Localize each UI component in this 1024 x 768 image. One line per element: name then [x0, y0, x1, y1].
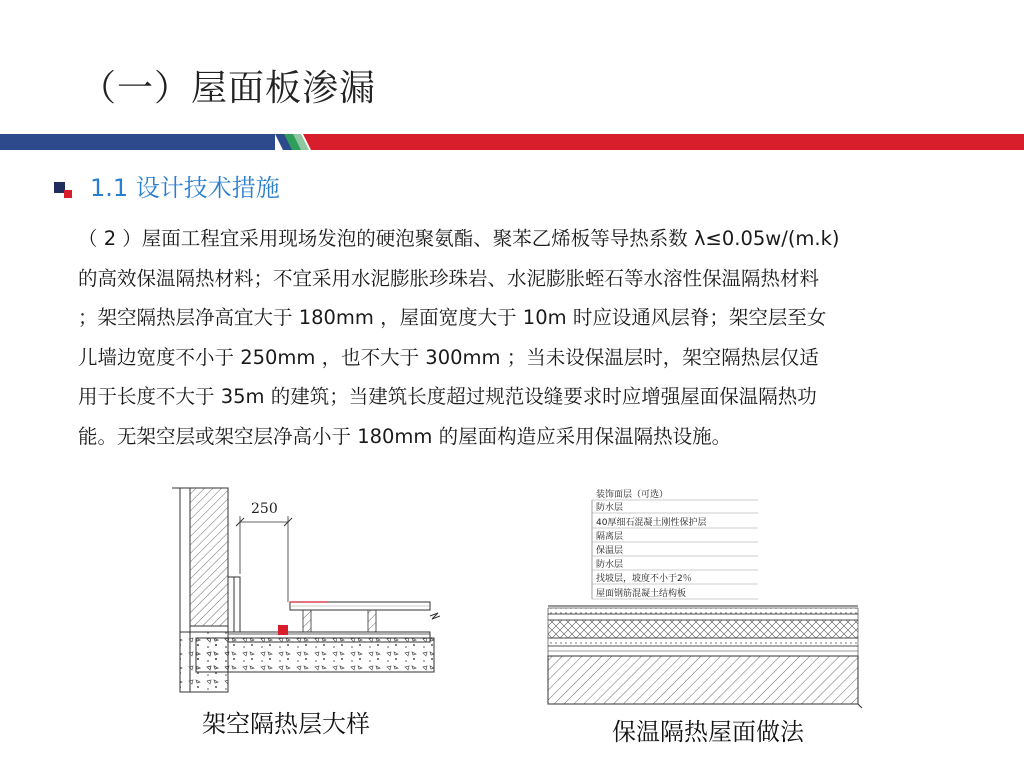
- dimension-label: 250: [251, 501, 278, 517]
- layer-label: 隔离层: [596, 532, 624, 542]
- paragraph-line: 的高效保温隔热材料；不宜采用水泥膨胀珍珠岩、水泥膨胀蛭石等水溶性保温隔热材料: [78, 266, 820, 290]
- paragraph-line: （ 2 ）屋面工程宜采用现场发泡的硬泡聚氨酯、聚苯乙烯板等导热系数 λ≤0.05w/(m.k): [78, 227, 840, 250]
- layer-label: 保温层: [596, 546, 624, 556]
- layer-label: 找坡层，坡度不小于2％: [596, 574, 692, 584]
- layer-label: 防水层: [596, 560, 624, 570]
- layer-label: 防水层: [596, 503, 624, 513]
- paragraph-line: ；架空隔热层净高宜大于 180mm ，屋面宽度大于 10m 时应设通风层脊；架空层至女: [78, 306, 827, 329]
- right-figure-caption: 保温隔热屋面做法: [612, 718, 804, 746]
- paragraph-line: 用于长度不大于 35m 的建筑；当建筑长度超过规范设缝要求时应增强屋面保温隔热功: [78, 385, 817, 408]
- page-title: （一）屋面板渗漏: [80, 68, 377, 109]
- insulated-roof-layers-drawing: [544, 486, 866, 714]
- elevated-layer-detail-drawing: [168, 482, 460, 704]
- layer-label: 屋面钢筋混凝土结构板: [596, 589, 687, 599]
- section-heading: 1.1 设计技术措施: [90, 174, 280, 202]
- layer-label: 40厚细石混凝土刚性保护层: [596, 518, 707, 528]
- left-figure-caption: 架空隔热层大样: [202, 710, 370, 738]
- bullet-square-red: [64, 190, 72, 198]
- header-stripe: [0, 134, 1024, 150]
- body-paragraph: [78, 219, 958, 456]
- paragraph-line: 能。无架空层或架空层净高小于 180mm 的屋面构造应采用保温隔热设施。: [78, 424, 732, 448]
- layer-label: 装饰面层（可选）: [596, 490, 669, 500]
- paragraph-line: 儿墙边宽度不小于 250mm ，也不大于 300mm ；当未设保温层时，架空隔热层仅适: [78, 345, 819, 369]
